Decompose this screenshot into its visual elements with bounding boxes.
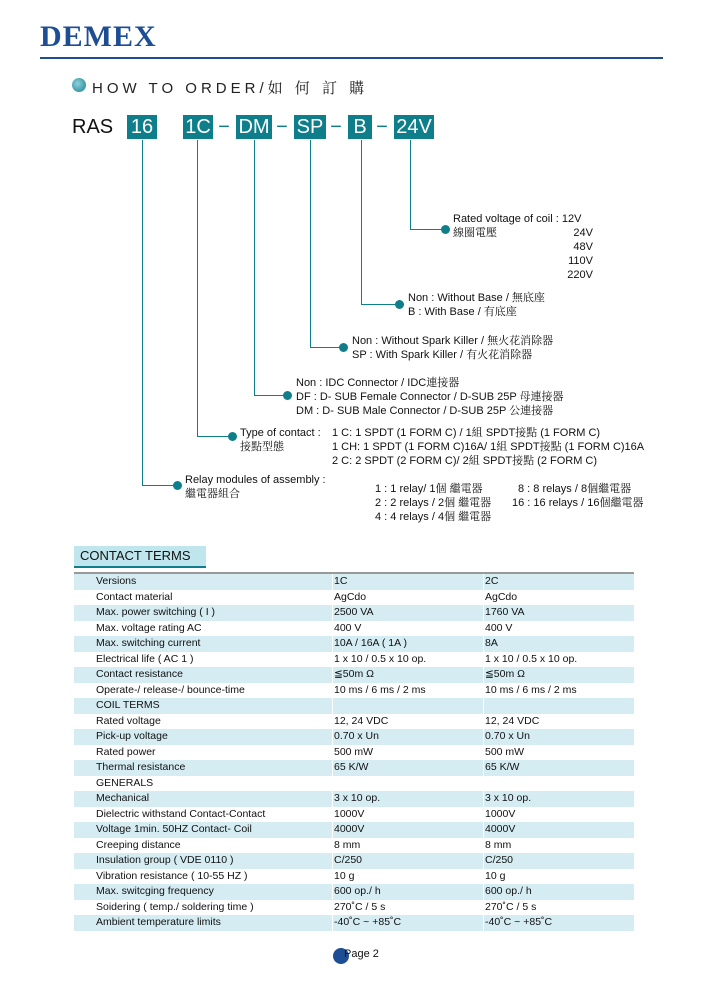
value-2c: 1760 VA — [485, 606, 525, 618]
table-row — [74, 605, 634, 621]
row-label: GENERALS — [96, 776, 154, 789]
value-1c: AgCdo — [334, 590, 367, 603]
row-label: COIL TERMS — [96, 699, 160, 711]
row-label: Insulation group ( VDE 0110 ) — [96, 854, 234, 866]
row-label: Pick-up voltage — [96, 730, 168, 742]
value-2c: 270˚C / 5 s — [485, 900, 537, 913]
table-row — [74, 683, 634, 699]
value-2c: 600 op./ h — [485, 885, 532, 897]
value-2c: -40˚C ~ +85˚C — [485, 916, 553, 928]
connector-dot — [283, 391, 292, 400]
code-dash: − — [330, 116, 342, 138]
value-2c: 10 g — [485, 869, 506, 882]
contact-label-zh: 接點型態 — [240, 441, 284, 453]
value-1c: 8 mm — [334, 838, 361, 851]
row-label: Electrical life ( AC 1 ) — [96, 652, 194, 665]
connector-line — [142, 485, 176, 486]
row-label: Dielectric withstand Contact-Contact — [96, 807, 266, 820]
contact-option: 2 C: 2 SPDT (2 FORM C)/ 2組 SPDT接點 (2 FORM C) — [332, 455, 598, 467]
contact-label: Type of contact : — [240, 427, 321, 439]
value-1c: 10A / 16A ( 1A ) — [334, 637, 407, 649]
value-2c: 400 V — [485, 621, 513, 634]
code-box-spark: SP — [294, 115, 326, 139]
coil-voltage: 110V — [568, 255, 593, 267]
table-row — [74, 729, 634, 745]
table-row — [74, 915, 634, 931]
row-label: Rated power — [96, 745, 156, 758]
connector-dot — [228, 432, 237, 441]
value-1c: 10 ms / 6 ms / 2 ms — [334, 683, 426, 696]
row-label: Operate-/ release-/ bounce-time — [96, 683, 245, 696]
value-1c: 65 K/W — [334, 761, 369, 773]
table-row — [74, 636, 634, 652]
value-2c: 10 ms / 6 ms / 2 ms — [485, 683, 577, 696]
section-heading: HOW TO ORDER/如 何 訂 購 — [92, 80, 369, 97]
base-option: B : With Base / 有底座 — [408, 306, 517, 318]
table-row — [74, 853, 634, 869]
row-label: Thermal resistance — [96, 761, 186, 773]
value-2c: 8 mm — [485, 838, 512, 851]
table-row — [74, 822, 634, 838]
code-box-connector: DM — [236, 115, 272, 139]
value-1c: 400 V — [334, 621, 362, 634]
value-1c: 2500 VA — [334, 606, 374, 618]
value-2c: 3 x 10 op. — [485, 792, 532, 804]
connector-line — [142, 140, 143, 486]
coil-voltage: 24V — [573, 227, 593, 239]
value-1c: ≦50m Ω — [334, 668, 374, 680]
modules-label-zh: 繼電器組合 — [185, 488, 240, 500]
row-label: Ambient temperature limits — [96, 916, 221, 928]
coil-label-zh: 線圈電壓 — [453, 227, 497, 239]
connector-line — [310, 140, 311, 348]
value-2c: 2C — [485, 575, 499, 587]
connector-line — [361, 140, 362, 305]
connector-line — [410, 140, 411, 230]
table-row — [74, 652, 634, 668]
value-1c: 0.70 x Un — [334, 730, 379, 742]
base-option: Non : Without Base / 無底座 — [408, 292, 545, 304]
value-2c: 12, 24 VDC — [485, 714, 540, 727]
table-row — [74, 776, 634, 792]
table-row — [74, 745, 634, 761]
code-dash: − — [276, 116, 288, 138]
table-row — [74, 760, 634, 776]
value-2c: 65 K/W — [485, 761, 520, 773]
code-box-modules: 16 — [127, 115, 157, 139]
row-label: Mechanical — [96, 792, 150, 804]
table-row — [74, 884, 634, 900]
modules-option: 8 : 8 relays / 8個繼電器 — [518, 483, 632, 495]
row-label: Contact material — [96, 590, 173, 603]
connector-line — [254, 395, 286, 396]
row-label: Vibration resistance ( 10-55 HZ ) — [96, 869, 248, 882]
coil-voltage: 48V — [573, 241, 593, 253]
connector-line — [310, 347, 342, 348]
value-2c: 4000V — [485, 823, 516, 835]
connector-dot — [441, 225, 450, 234]
table-row — [74, 621, 634, 637]
value-2c: 500 mW — [485, 745, 525, 758]
connector-option: DM : D- SUB Male Connector / D-SUB 25P 公連接器 — [296, 405, 554, 417]
table-row — [74, 698, 634, 714]
table-row — [74, 667, 634, 683]
contact-terms-table — [74, 574, 634, 931]
value-1c: 10 g — [334, 869, 355, 882]
value-2c: C/250 — [485, 854, 514, 866]
value-1c: 3 x 10 op. — [334, 792, 381, 804]
spark-option: SP : With Spark Killer / 有火花消除器 — [352, 349, 533, 361]
value-1c: 12, 24 VDC — [334, 714, 389, 727]
value-2c: 0.70 x Un — [485, 730, 530, 742]
header-rule — [40, 57, 663, 59]
coil-voltage: 220V — [567, 269, 593, 281]
value-2c: 1000V — [485, 807, 516, 820]
table-row — [74, 807, 634, 823]
value-1c: C/250 — [334, 854, 363, 866]
value-1c: 1C — [334, 575, 348, 587]
value-1c: 600 op./ h — [334, 885, 381, 897]
code-box-base: B — [348, 115, 372, 139]
code-prefix: RAS — [72, 116, 114, 138]
code-box-voltage: 24V — [394, 115, 434, 139]
modules-option: 1 : 1 relay/ 1個 繼電器 — [375, 483, 483, 495]
value-2c: 1 x 10 / 0.5 x 10 op. — [485, 652, 578, 665]
value-2c: 8A — [485, 637, 498, 649]
brand-logo: DEMEX — [40, 20, 157, 53]
connector-option: DF : D- SUB Female Connector / D-SUB 25P 母連接器 — [296, 391, 564, 403]
value-1c: 1 x 10 / 0.5 x 10 op. — [334, 652, 427, 665]
connector-line — [361, 304, 398, 305]
contact-option: 1 CH: 1 SPDT (1 FORM C)16A/ 1組 SPDT接點 (1 FORM C)16A — [332, 441, 645, 453]
table-row — [74, 590, 634, 606]
code-dash: − — [218, 116, 230, 138]
value-1c: 4000V — [334, 823, 365, 835]
value-1c: 270˚C / 5 s — [334, 900, 386, 913]
code-dash: − — [376, 116, 388, 138]
column-divider — [332, 574, 333, 932]
row-label: Max. switcging frequency — [96, 885, 214, 897]
table-row — [74, 714, 634, 730]
connector-dot — [173, 481, 182, 490]
coil-label: Rated voltage of coil : 12V — [453, 213, 582, 225]
row-label: Voltage 1min. 50HZ Contact- Coil — [96, 823, 252, 835]
contact-option: 1 C: 1 SPDT (1 FORM C) / 1組 SPDT接點 (1 FORM C) — [332, 427, 601, 439]
contact-terms-title: CONTACT TERMS — [74, 546, 206, 568]
column-divider — [483, 574, 484, 932]
modules-label: Relay modules of assembly : — [185, 474, 326, 486]
bullet-icon — [72, 78, 86, 92]
connector-dot — [395, 300, 404, 309]
connector-line — [197, 140, 198, 437]
table-row — [74, 869, 634, 885]
row-label: Versions — [96, 575, 137, 587]
table-row — [74, 900, 634, 916]
spark-option: Non : Without Spark Killer / 無火花消除器 — [352, 335, 554, 347]
row-label: Max. power switching ( I ) — [96, 606, 216, 618]
connector-line — [254, 140, 255, 396]
table-row — [74, 791, 634, 807]
row-label: Soidering ( temp./ soldering time ) — [96, 900, 254, 913]
connector-dot — [339, 343, 348, 352]
table-row — [74, 574, 634, 590]
value-1c: 1000V — [334, 807, 365, 820]
code-box-contact: 1C — [183, 115, 213, 139]
value-1c: -40˚C ~ +85˚C — [334, 916, 402, 928]
connector-line — [410, 229, 445, 230]
row-label: Creeping distance — [96, 838, 181, 851]
row-label: Max. voltage rating AC — [96, 621, 202, 634]
connector-line — [197, 436, 231, 437]
modules-option: 2 : 2 relays / 2個 繼電器 — [375, 497, 492, 509]
connector-option: Non : IDC Connector / IDC連接器 — [296, 377, 460, 389]
table-row — [74, 838, 634, 854]
value-2c: ≦50m Ω — [485, 668, 525, 680]
page-number: Page 2 — [344, 948, 379, 960]
value-2c: AgCdo — [485, 590, 518, 603]
row-label: Rated voltage — [96, 714, 161, 727]
value-1c: 500 mW — [334, 745, 374, 758]
modules-option: 4 : 4 relays / 4個 繼電器 — [375, 511, 492, 523]
row-label: Max. switching current — [96, 637, 201, 649]
row-label: Contact resistance — [96, 668, 183, 680]
modules-option: 16 : 16 relays / 16個繼電器 — [512, 497, 644, 509]
